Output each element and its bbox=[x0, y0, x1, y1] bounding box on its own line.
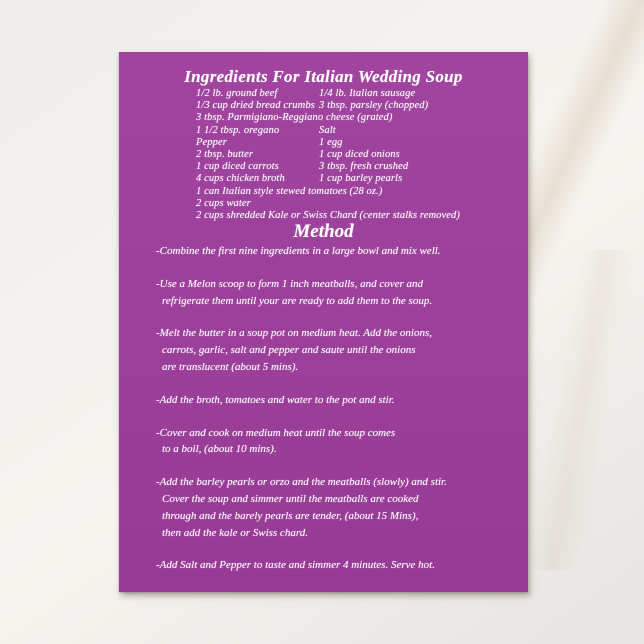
method-step bbox=[156, 557, 528, 574]
method-step-line: -Use a Melon scoop to form 1 inch meatballs, and cover and bbox=[156, 277, 424, 290]
ingredient-row bbox=[196, 100, 528, 112]
ingredient-right: 1 cup barley pearls bbox=[319, 173, 403, 185]
method-step-line: -Add the broth, tomatoes and water to the pot and stir. bbox=[156, 393, 395, 406]
ingredient-left: 4 cups chicken broth bbox=[196, 173, 285, 185]
ingredients-list bbox=[196, 88, 528, 222]
method-title: Method bbox=[293, 221, 354, 243]
ingredient-row bbox=[196, 112, 528, 124]
method-step bbox=[156, 425, 528, 459]
ingredient-right: 1 cup diced onions bbox=[319, 148, 400, 160]
method-step bbox=[156, 392, 528, 409]
ingredient-left: 1 cup diced carrots bbox=[196, 161, 279, 173]
ingredient-left: 1/3 cup dried bread crumbs bbox=[196, 100, 315, 112]
ingredient-left: 2 cups shredded Kale or Swiss Chard (center stalks removed) bbox=[196, 209, 460, 221]
method-step-line: are translucent (about 5 mins). bbox=[162, 361, 299, 374]
method-step-line: then add the kale or Swiss chard. bbox=[162, 526, 308, 539]
method-step-line: refrigerate them until your are ready to add them to the soup. bbox=[162, 294, 433, 307]
ingredient-right: 1/4 lb. Italian sausage bbox=[319, 88, 416, 99]
method-step-line: through and the barely pearls are tender, (about 15 Mins), bbox=[162, 509, 419, 522]
ingredient-row bbox=[196, 198, 528, 210]
ingredient-row bbox=[196, 186, 528, 198]
ingredient-right: 3 tbsp. parsley (chopped) bbox=[319, 100, 429, 112]
ingredient-left: 1/2 lb. ground beef bbox=[196, 88, 278, 99]
method-step-line: -Combine the first nine ingredients in a large bowl and mix well. bbox=[156, 245, 441, 258]
method-step bbox=[156, 474, 528, 541]
method-step-line: Cover the soup and simmer until the meatballs are cooked bbox=[162, 493, 419, 506]
ingredient-row bbox=[196, 149, 528, 161]
ingredient-row bbox=[196, 210, 528, 222]
method-step bbox=[156, 243, 528, 260]
ingredient-left: 1 can Italian style stewed tomatoes (28 oz.) bbox=[196, 185, 383, 197]
ingredient-row bbox=[196, 173, 528, 185]
ingredient-left: 3 tbsp. Parmigiano-Reggiano cheese (grated) bbox=[196, 112, 393, 124]
ingredient-left: Pepper bbox=[196, 136, 227, 148]
ingredient-row bbox=[196, 161, 528, 173]
method-step-line: carrots, garlic, salt and pepper and saute until the onions bbox=[162, 344, 416, 357]
ingredient-right: 3 tbsp. fresh crushed bbox=[319, 161, 409, 173]
recipe-postcard bbox=[119, 52, 528, 592]
ingredient-row bbox=[196, 137, 528, 149]
ingredient-right: 1 egg bbox=[319, 136, 343, 148]
ingredient-left: 2 tbsp. butter bbox=[196, 148, 254, 160]
method-step bbox=[156, 325, 528, 375]
ingredient-left: 2 cups water bbox=[196, 197, 251, 209]
method-step-line: -Cover and cook on medium heat until the soup comes bbox=[156, 426, 396, 439]
ingredient-row bbox=[196, 88, 528, 100]
ingredient-right: Salt bbox=[319, 124, 336, 136]
ingredients-title: Ingredients For Italian Wedding Soup bbox=[184, 67, 463, 86]
method-step bbox=[156, 276, 528, 310]
method-step-line: -Add the barley pearls or orzo and the meatballs (slowly) and stir. bbox=[156, 476, 447, 489]
ingredient-row bbox=[196, 125, 528, 137]
method-step-line: -Add Salt and Pepper to taste and simmer 4 minutes. Serve hot. bbox=[156, 559, 435, 572]
method-step-line: to a boil, (about 10 mins). bbox=[162, 443, 277, 456]
ingredient-left: 1 1/2 tbsp. oregano bbox=[196, 124, 280, 136]
method-steps bbox=[156, 243, 528, 574]
method-step-line: -Melt the butter in a soup pot on medium heat. Add the onions, bbox=[156, 327, 432, 340]
